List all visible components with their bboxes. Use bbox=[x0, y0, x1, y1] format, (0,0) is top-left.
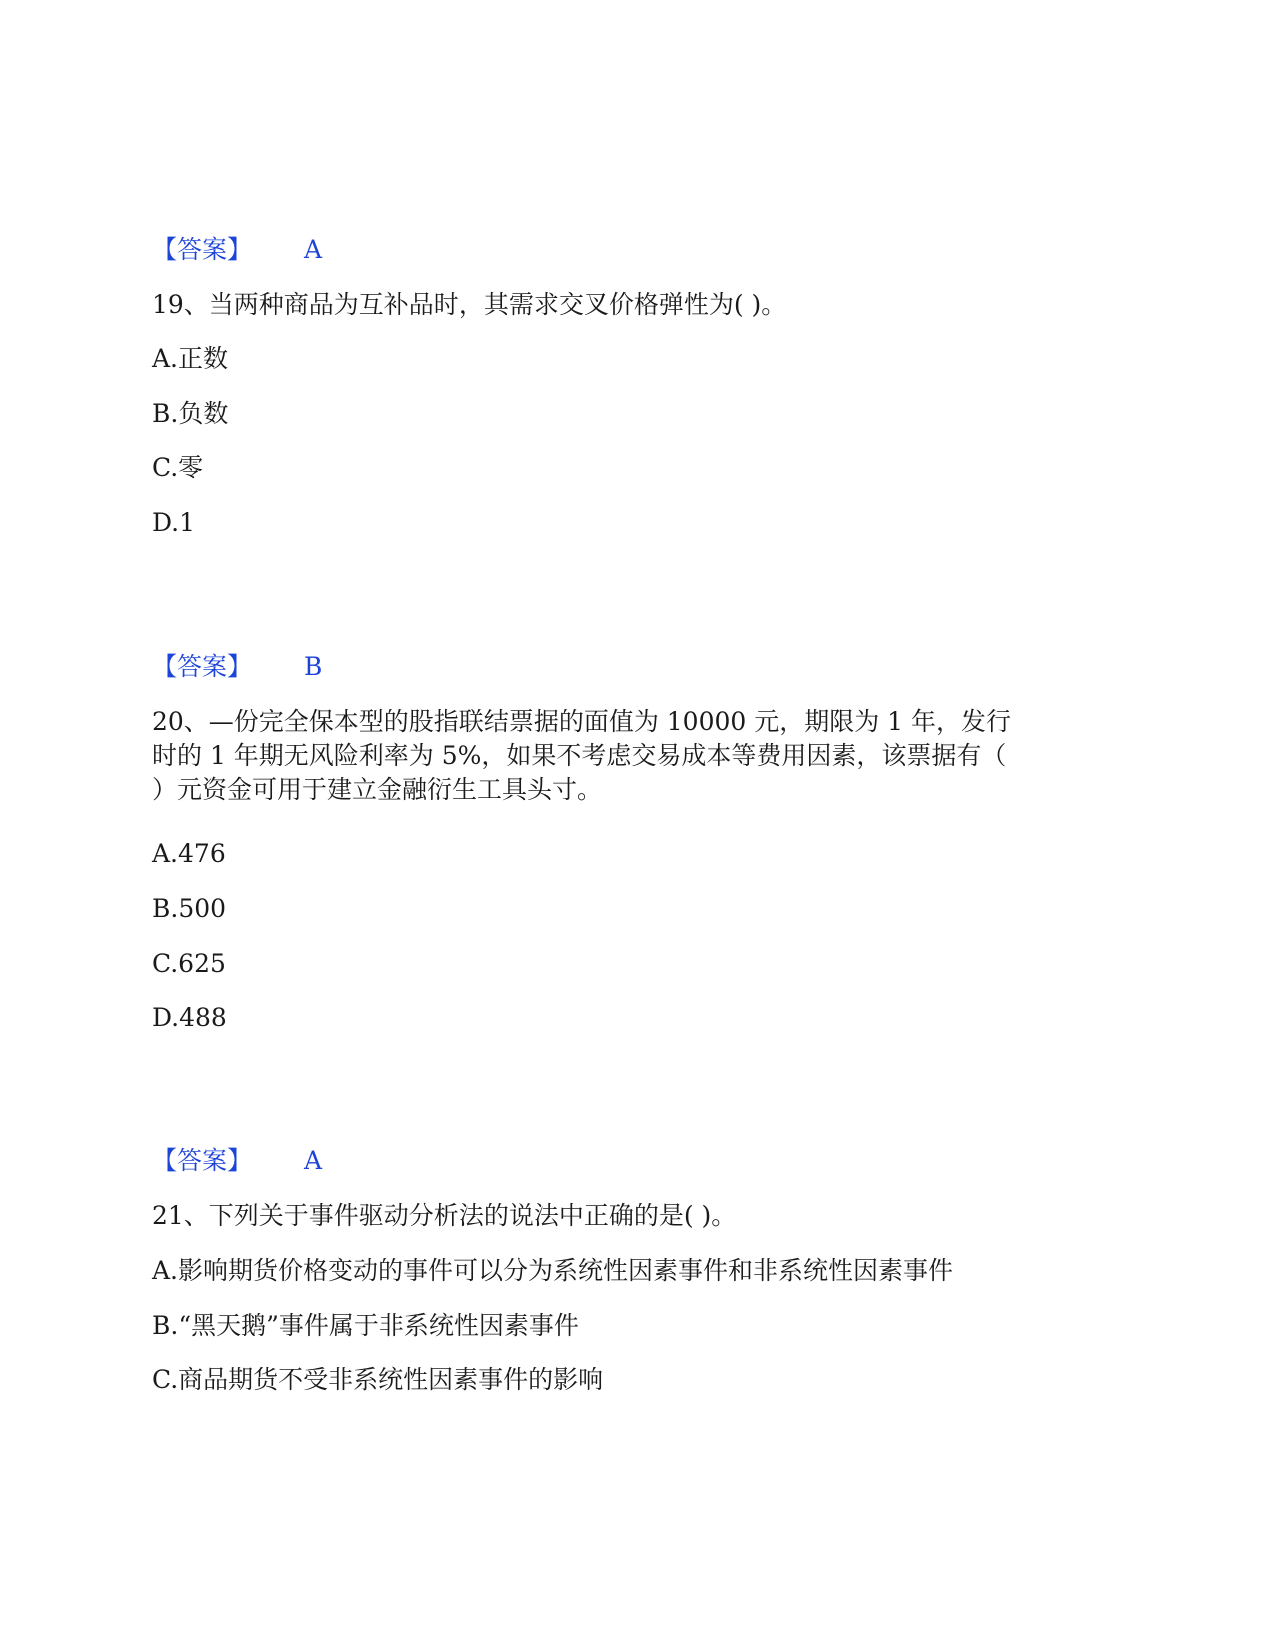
answer-line bbox=[152, 1144, 322, 1178]
answer-line bbox=[152, 233, 322, 267]
question-19: 19、当两种商品为互补品时，其需求交叉价格弹性为( )。 bbox=[152, 290, 787, 319]
option-c: C.零 bbox=[152, 453, 204, 482]
option-c: C.商品期货不受非系统性因素事件的影响 bbox=[152, 1365, 604, 1394]
option-a: A.影响期货价格变动的事件可以分为系统性因素事件和非系统性因素事件 bbox=[152, 1256, 954, 1285]
answer-label: 【答案】 bbox=[152, 652, 253, 681]
option-d: D.488 bbox=[152, 1003, 227, 1032]
question-21: 21、下列关于事件驱动分析法的说法中正确的是( )。 bbox=[152, 1201, 737, 1230]
answer-line bbox=[152, 650, 322, 684]
answer-value: A bbox=[304, 1146, 323, 1175]
answer-label: 【答案】 bbox=[152, 1146, 253, 1175]
question-20 bbox=[152, 705, 1112, 807]
option-a: A.正数 bbox=[152, 344, 229, 373]
option-d: D.1 bbox=[152, 508, 196, 537]
answer-label: 【答案】 bbox=[152, 235, 253, 264]
question-20-line-3: ）元资金可用于建立金融衍生工具头寸。 bbox=[152, 775, 603, 804]
answer-value: A bbox=[304, 235, 323, 264]
question-20-line-1: 20、—份完全保本型的股指联结票据的面值为 10000 元，期限为 1 年，发行 bbox=[152, 707, 1012, 736]
option-b: B.负数 bbox=[152, 399, 229, 428]
option-a: A.476 bbox=[152, 839, 226, 868]
answer-value: B bbox=[304, 652, 323, 681]
option-c: C.625 bbox=[152, 949, 226, 978]
question-20-line-2: 时的 1 年期无风险利率为 5%，如果不考虑交易成本等费用因素，该票据有（ bbox=[152, 741, 1007, 770]
option-b: B.500 bbox=[152, 894, 227, 923]
option-b: B.“黑天鹅”事件属于非系统性因素事件 bbox=[152, 1311, 579, 1340]
